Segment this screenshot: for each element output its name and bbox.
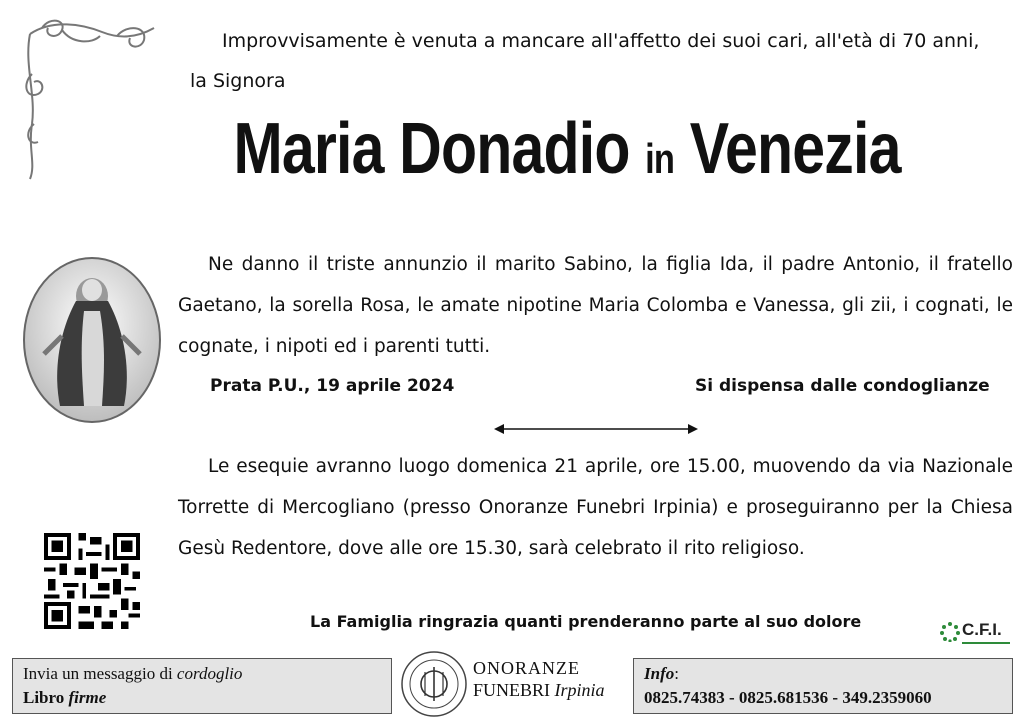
announcement-paragraph	[178, 244, 1013, 367]
condolence-word: cordoglio	[176, 664, 243, 683]
funeral-text: Le esequie avranno luogo domenica 21 aprile, ore 15.00, muovendo da via Nazionale Torrette di Mercogliano (presso Onoranze Funebri Irpinia) e proseguiranno per la Chiesa Gesù Redentore, dove alle ore 15.30, sarà celebrato il rito religioso.	[178, 456, 1013, 559]
phone-numbers[interactable]: 0825.74383 - 0825.681536 - 349.2359060	[644, 688, 932, 707]
info-box	[633, 658, 1013, 714]
cfi-label: C.F.I.	[962, 620, 1002, 639]
cfi-badge	[940, 618, 1012, 652]
deceased-last-name: Venezia	[689, 109, 901, 189]
cfi-underline	[962, 642, 1010, 644]
info-label-row	[644, 664, 679, 684]
deceased-name	[106, 108, 946, 190]
announcement-text: Ne danno il triste annunzio il marito Sabino, la figlia Ida, il padre Antonio, il fratello Gaetano, la sorella Rosa, le amate nipotine Maria Colomba e Vanessa, gli zii, i cognati, le cognate, i nipoti ed i parenti tutti.	[178, 254, 1013, 357]
name-connector: in	[645, 135, 675, 182]
condolence-text: Invia un messaggio di	[23, 664, 177, 683]
guestbook-text: Libro	[23, 688, 69, 707]
deceased-first-name: Maria Donadio	[233, 109, 630, 189]
company-name-line-2	[473, 680, 605, 701]
condolence-message-link[interactable]	[23, 664, 242, 684]
madonna-image	[22, 256, 162, 424]
intro-line-2: la Signora	[190, 70, 286, 92]
company-irpinia: Irpinia	[554, 680, 605, 700]
double-arrow-divider	[494, 422, 698, 436]
info-label: Info	[644, 664, 675, 683]
funeral-paragraph	[178, 446, 1013, 569]
guestbook-word: firme	[68, 688, 107, 707]
condolence-box[interactable]	[12, 658, 392, 714]
place-date: Prata P.U., 19 aprile 2024	[210, 376, 455, 396]
intro-line-1: Improvvisamente è venuta a mancare all'affetto dei suoi cari, all'età di 70 anni,	[222, 30, 980, 52]
company-logo-icon	[400, 650, 468, 718]
family-thanks: La Famiglia ringrazia quanti prenderanno parte al suo dolore	[310, 612, 862, 631]
guestbook-link[interactable]	[23, 688, 106, 708]
company-funebri: FUNEBRI	[473, 680, 555, 700]
cfi-ring-icon	[940, 622, 960, 642]
company-name-line-1: ONORANZE	[473, 658, 580, 678]
qr-code[interactable]	[44, 533, 140, 629]
info-colon: :	[674, 664, 679, 683]
condolences-note: Si dispensa dalle condoglianze	[695, 376, 990, 396]
